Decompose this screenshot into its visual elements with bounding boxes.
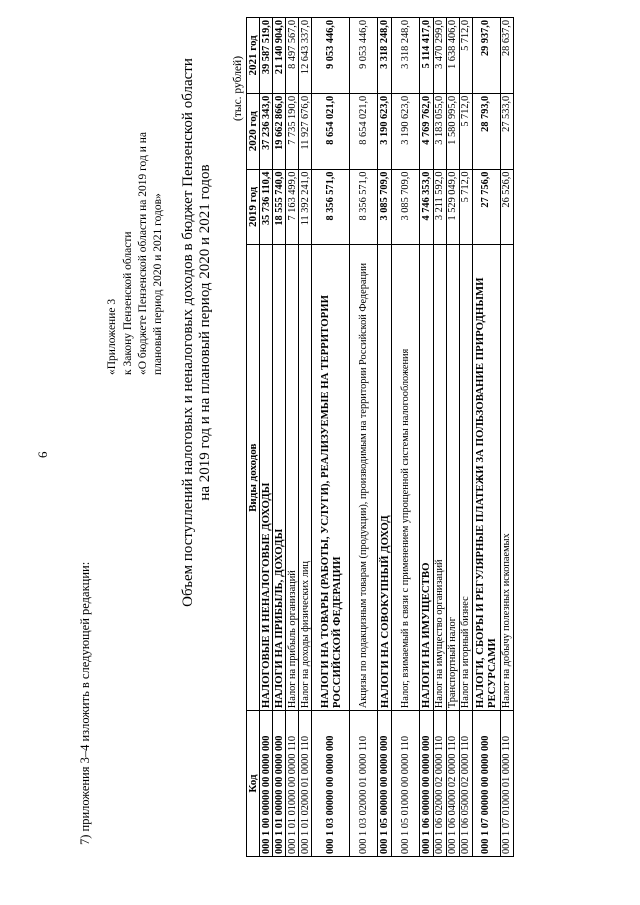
value-2019-cell: 26 526,0 xyxy=(500,169,513,245)
income-type-cell: Налог на игорный бизнес xyxy=(459,245,472,711)
value-2020-cell: 7 735 190,0 xyxy=(286,93,299,169)
table-row xyxy=(378,18,392,857)
value-2021-cell: 21 140 904,0 xyxy=(273,18,286,94)
table-header-row xyxy=(247,18,260,857)
table-title-line-1: Объем поступлений налоговых и неналоговых доходов в бюджет Пензенской области xyxy=(180,58,196,607)
income-type-cell: НАЛОГОВЫЕ И НЕНАЛОГОВЫЕ ДОХОДЫ xyxy=(260,245,273,711)
value-2019-cell: 8 356 571,0 xyxy=(312,169,350,245)
table-row xyxy=(312,18,350,857)
table-row xyxy=(500,18,513,857)
code-cell: 000 1 03 02000 01 0000 110 xyxy=(350,711,378,857)
table-row xyxy=(350,18,378,857)
value-2019-cell: 3 085 709,0 xyxy=(378,169,392,245)
income-type-cell: Налог, взимаемый в связи с применением упрощенной системы налогообложения xyxy=(392,245,420,711)
value-2021-cell: 29 937,0 xyxy=(472,18,500,94)
table-row xyxy=(286,18,299,857)
code-cell: 000 1 06 00000 00 0000 000 xyxy=(420,711,433,857)
table-row xyxy=(446,18,459,857)
value-2020-cell: 19 662 866,0 xyxy=(273,93,286,169)
value-2020-cell: 27 533,0 xyxy=(500,93,513,169)
value-2021-cell: 3 318 248,0 xyxy=(378,18,392,94)
table-row xyxy=(472,18,500,857)
value-2020-cell: 3 190 623,0 xyxy=(392,93,420,169)
code-cell: 000 1 06 02000 02 0000 110 xyxy=(433,711,446,857)
table-row xyxy=(260,18,273,857)
value-2020-cell: 28 793,0 xyxy=(472,93,500,169)
value-2021-cell: 9 053 446,0 xyxy=(312,18,350,94)
value-2020-cell: 37 236 343,0 xyxy=(260,93,273,169)
value-2020-cell: 3 183 055,0 xyxy=(433,93,446,169)
code-cell: 000 1 06 04000 02 0000 110 xyxy=(446,711,459,857)
intro-text: 7) приложения 3–4 изложить в следующей редакции: xyxy=(78,561,92,845)
value-2020-cell: 8 654 021,0 xyxy=(350,93,378,169)
value-2021-cell: 12 643 337,0 xyxy=(299,18,312,94)
value-2020-cell: 1 580 995,0 xyxy=(446,93,459,169)
appendix-line-1: «Приложение 3 xyxy=(106,298,118,375)
appendix-line-2: к Закону Пензенской области xyxy=(122,231,134,375)
header-2020: 2020 год xyxy=(247,93,260,169)
value-2021-cell: 1 638 406,0 xyxy=(446,18,459,94)
code-cell: 000 1 07 01000 01 0000 110 xyxy=(500,711,513,857)
table-row xyxy=(420,18,433,857)
appendix-line-3: «О бюджете Пензенской области на 2019 год и на xyxy=(137,132,149,375)
value-2021-cell: 5 114 417,0 xyxy=(420,18,433,94)
table-body xyxy=(260,18,513,857)
code-cell: 000 1 03 00000 00 0000 000 xyxy=(312,711,350,857)
income-type-cell: Акцизы по подакцизным товарам (продукции), производимым на территории Российской Федерации xyxy=(350,245,378,711)
table-row xyxy=(433,18,446,857)
value-2020-cell: 5 712,0 xyxy=(459,93,472,169)
income-type-cell: НАЛОГИ НА ПРИБЫЛЬ, ДОХОДЫ xyxy=(273,245,286,711)
value-2020-cell: 11 927 676,0 xyxy=(299,93,312,169)
header-2019: 2019 год xyxy=(247,169,260,245)
code-cell: 000 1 00 00000 00 0000 000 xyxy=(260,711,273,857)
code-cell: 000 1 01 00000 00 0000 000 xyxy=(273,711,286,857)
value-2019-cell: 3 211 592,0 xyxy=(433,169,446,245)
income-type-cell: НАЛОГИ НА СОВОКУПНЫЙ ДОХОД xyxy=(378,245,392,711)
income-type-cell: НАЛОГИ, СБОРЫ И РЕГУЛЯРНЫЕ ПЛАТЕЖИ ЗА ПОЛЬЗОВАНИЕ ПРИРОДНЫМИ РЕСУРСАМИ xyxy=(472,245,500,711)
income-type-cell: Налог на доходы физических лиц xyxy=(299,245,312,711)
value-2020-cell: 3 190 623,0 xyxy=(378,93,392,169)
income-type-cell: НАЛОГИ НА ИМУЩЕСТВО xyxy=(420,245,433,711)
value-2019-cell: 8 356 571,0 xyxy=(350,169,378,245)
code-cell: 000 1 01 02000 01 0000 110 xyxy=(299,711,312,857)
value-2019-cell: 1 529 049,0 xyxy=(446,169,459,245)
header-2021: 2021 год xyxy=(247,18,260,94)
value-2019-cell: 3 085 709,0 xyxy=(392,169,420,245)
revenue-table xyxy=(246,17,514,857)
value-2021-cell: 8 497 567,0 xyxy=(286,18,299,94)
value-2021-cell: 5 712,0 xyxy=(459,18,472,94)
table-title xyxy=(180,40,215,625)
value-2021-cell: 3 318 248,0 xyxy=(392,18,420,94)
value-2021-cell: 28 637,0 xyxy=(500,18,513,94)
value-2019-cell: 5 712,0 xyxy=(459,169,472,245)
value-2019-cell: 11 392 241,0 xyxy=(299,169,312,245)
code-cell: 000 1 06 05000 02 0000 110 xyxy=(459,711,472,857)
code-cell: 000 1 01 01000 00 0000 110 xyxy=(286,711,299,857)
value-2020-cell: 8 654 021,0 xyxy=(312,93,350,169)
table-row xyxy=(273,18,286,857)
income-type-cell: Налог на прибыль организаций xyxy=(286,245,299,711)
value-2019-cell: 35 736 110,4 xyxy=(260,169,273,245)
table-row xyxy=(459,18,472,857)
table-title-line-2: на 2019 год и на плановый период 2020 и 2021 годов xyxy=(197,164,214,501)
value-2019-cell: 7 163 499,0 xyxy=(286,169,299,245)
page-number: 6 xyxy=(35,451,50,458)
code-cell: 000 1 05 01000 00 0000 110 xyxy=(392,711,420,857)
value-2021-cell: 3 470 299,0 xyxy=(433,18,446,94)
value-2021-cell: 9 053 446,0 xyxy=(350,18,378,94)
header-code: Код xyxy=(247,711,260,857)
appendix-line-4: плановый период 2020 и 2021 годов» xyxy=(152,193,164,375)
value-2020-cell: 4 769 762,0 xyxy=(420,93,433,169)
code-cell: 000 1 07 00000 00 0000 000 xyxy=(472,711,500,857)
value-2019-cell: 4 746 353,0 xyxy=(420,169,433,245)
table-row xyxy=(392,18,420,857)
income-type-cell: Налог на имущество организаций xyxy=(433,245,446,711)
value-2021-cell: 39 587 519,0 xyxy=(260,18,273,94)
income-type-cell: НАЛОГИ НА ТОВАРЫ (РАБОТЫ, УСЛУГИ), РЕАЛИЗУЕМЫЕ НА ТЕРРИТОРИИ РОССИЙСКОЙ ФЕДЕРАЦИИ xyxy=(312,245,350,711)
value-2019-cell: 18 555 740,0 xyxy=(273,169,286,245)
code-cell: 000 1 05 00000 00 0000 000 xyxy=(378,711,392,857)
units-label: (тыс. рублей) xyxy=(232,55,244,121)
header-income-type: Виды доходов xyxy=(247,245,260,711)
table-row xyxy=(299,18,312,857)
income-type-cell: Транспортный налог xyxy=(446,245,459,711)
income-type-cell: Налог на добычу полезных ископаемых xyxy=(500,245,513,711)
value-2019-cell: 27 756,0 xyxy=(472,169,500,245)
